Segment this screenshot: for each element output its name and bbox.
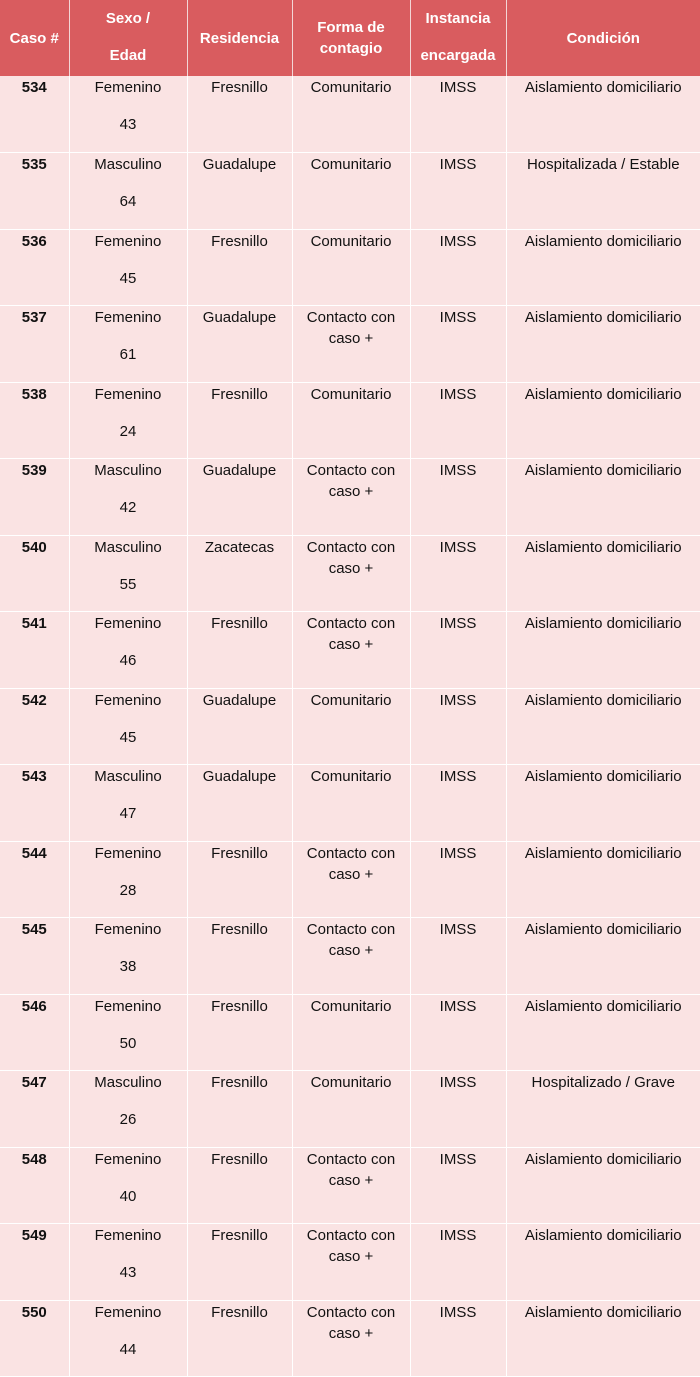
cell-condicion-text: Aislamiento domiciliario [524, 691, 682, 709]
cell-instancia [410, 229, 506, 306]
cell-condicion-text: Aislamiento domiciliario [524, 997, 682, 1015]
header-instancia [410, 0, 506, 76]
cell-caso: 543 [0, 765, 69, 842]
cell-edad: 50 [119, 1034, 137, 1052]
cell-instancia [410, 841, 506, 918]
cell-condicion [506, 382, 700, 459]
cell-forma-contagio [292, 306, 410, 383]
cell-sexo-edad [69, 76, 187, 153]
cell-instancia-text: IMSS [439, 1150, 477, 1168]
table-row [0, 535, 700, 612]
cell-condicion-text: Aislamiento domiciliario [524, 385, 682, 403]
cell-residencia [187, 306, 292, 383]
cell-condicion-text: Aislamiento domiciliario [524, 921, 682, 938]
cell-sexo: Femenino [94, 691, 162, 709]
cell-condicion [506, 153, 700, 230]
cell-caso: 549 [0, 1224, 69, 1301]
cell-instancia [410, 382, 506, 459]
header-condicion: Condición [506, 0, 700, 76]
cell-sexo-edad [69, 535, 187, 612]
table-row [0, 994, 700, 1071]
cell-forma-contagio [292, 918, 410, 995]
cell-residencia-text: Guadalupe [202, 156, 277, 173]
cell-forma-text: Comunitario [310, 232, 392, 250]
cell-condicion-text: Aislamiento domiciliario [524, 1303, 682, 1321]
cell-sexo: Femenino [94, 997, 162, 1015]
cell-residencia-text: Fresnillo [211, 232, 268, 250]
cell-condicion-text: Hospitalizada / Estable [526, 156, 680, 173]
cell-forma-text: Contacto con caso + [306, 1303, 396, 1342]
cell-sexo-edad [69, 1224, 187, 1301]
table-row [0, 382, 700, 459]
cell-instancia-text: IMSS [439, 691, 477, 709]
cell-forma-text: Contacto con caso + [306, 538, 396, 577]
cell-forma-text: Comunitario [310, 691, 392, 709]
cell-caso: 545 [0, 918, 69, 995]
cell-forma-text: Comunitario [310, 997, 392, 1015]
header-caso: Caso # [0, 0, 69, 76]
table-row [0, 918, 700, 995]
table-row [0, 1300, 700, 1377]
cell-instancia-text: IMSS [439, 232, 477, 250]
cell-instancia [410, 1224, 506, 1301]
table-row [0, 1147, 700, 1224]
cell-instancia [410, 1071, 506, 1148]
cell-residencia-text: Zacatecas [204, 538, 275, 556]
cell-residencia [187, 229, 292, 306]
cell-residencia [187, 459, 292, 536]
cell-condicion [506, 459, 700, 536]
cell-edad: 28 [119, 881, 137, 899]
cell-instancia-text: IMSS [439, 1227, 477, 1244]
cell-caso: 548 [0, 1147, 69, 1224]
cell-sexo-edad [69, 918, 187, 995]
cell-condicion [506, 612, 700, 689]
cell-condicion-text: Hospitalizado / Grave [531, 1074, 675, 1091]
header-instancia-line1: Instancia [425, 10, 491, 27]
cell-sexo-edad [69, 306, 187, 383]
cell-forma-text: Contacto con caso + [306, 462, 396, 500]
cell-instancia-text: IMSS [439, 79, 477, 96]
cell-caso: 546 [0, 994, 69, 1071]
table-row [0, 1071, 700, 1148]
cell-forma-contagio [292, 382, 410, 459]
table-header [0, 0, 700, 76]
cell-edad: 46 [119, 652, 137, 669]
cell-residencia-text: Fresnillo [211, 844, 268, 862]
cell-sexo: Masculino [94, 1074, 162, 1091]
cell-condicion-text: Aislamiento domiciliario [524, 844, 682, 862]
cell-residencia-text: Guadalupe [202, 462, 277, 479]
cell-sexo: Femenino [94, 309, 162, 326]
cell-sexo-edad [69, 229, 187, 306]
cell-sexo: Femenino [94, 79, 162, 96]
cell-instancia-text: IMSS [439, 462, 477, 479]
cell-edad: 42 [119, 499, 137, 516]
cell-forma-text: Contacto con caso + [306, 309, 396, 347]
cell-edad: 26 [119, 1111, 137, 1128]
cell-instancia [410, 535, 506, 612]
cell-edad: 43 [119, 116, 137, 133]
cell-instancia-text: IMSS [439, 1074, 477, 1091]
cell-residencia [187, 688, 292, 765]
cell-instancia-text: IMSS [439, 538, 477, 556]
cell-instancia [410, 612, 506, 689]
cell-condicion [506, 688, 700, 765]
cell-instancia [410, 918, 506, 995]
cell-forma-contagio [292, 229, 410, 306]
cell-forma-text: Comunitario [310, 768, 392, 785]
cell-forma-contagio [292, 612, 410, 689]
cell-sexo: Femenino [94, 1150, 162, 1168]
cell-condicion [506, 306, 700, 383]
cell-residencia [187, 1300, 292, 1377]
cell-caso: 535 [0, 153, 69, 230]
cell-forma-text: Comunitario [310, 385, 392, 403]
header-residencia: Residencia [187, 0, 292, 76]
cell-residencia [187, 841, 292, 918]
cell-condicion [506, 1071, 700, 1148]
cell-instancia [410, 153, 506, 230]
cell-forma-text: Comunitario [310, 79, 392, 96]
cell-sexo: Femenino [94, 844, 162, 862]
cell-edad: 40 [119, 1187, 137, 1205]
cell-sexo-edad [69, 688, 187, 765]
table-row [0, 765, 700, 842]
cell-condicion-text: Aislamiento domiciliario [524, 615, 682, 632]
cell-instancia-text: IMSS [439, 997, 477, 1015]
cell-edad: 64 [119, 193, 137, 210]
cell-residencia-text: Fresnillo [211, 1303, 268, 1321]
cell-edad: 55 [119, 575, 137, 593]
cell-condicion [506, 535, 700, 612]
cell-sexo: Femenino [94, 921, 162, 938]
cell-instancia [410, 76, 506, 153]
cell-sexo: Femenino [94, 1227, 162, 1244]
cell-residencia-text: Fresnillo [211, 79, 268, 96]
cell-sexo: Masculino [94, 768, 162, 785]
cell-residencia-text: Fresnillo [211, 385, 268, 403]
cell-sexo-edad [69, 1071, 187, 1148]
cell-forma-text: Contacto con caso + [306, 1150, 396, 1189]
table-row [0, 306, 700, 383]
cell-sexo-edad [69, 841, 187, 918]
header-forma-line2: contagio [319, 40, 383, 57]
cell-sexo: Masculino [94, 538, 162, 556]
cell-residencia-text: Fresnillo [211, 997, 268, 1015]
cell-sexo: Masculino [94, 462, 162, 479]
cell-forma-text: Comunitario [310, 1074, 392, 1091]
cell-residencia-text: Fresnillo [211, 615, 268, 632]
cell-forma-contagio [292, 765, 410, 842]
cell-caso: 550 [0, 1300, 69, 1377]
cell-caso: 534 [0, 76, 69, 153]
cell-forma-contagio [292, 1300, 410, 1377]
cell-forma-contagio [292, 535, 410, 612]
cell-edad: 47 [119, 805, 137, 822]
table-row [0, 1224, 700, 1301]
cell-forma-contagio [292, 841, 410, 918]
cell-caso: 541 [0, 612, 69, 689]
cell-forma-contagio [292, 153, 410, 230]
cell-sexo-edad [69, 765, 187, 842]
cell-instancia-text: IMSS [439, 615, 477, 632]
header-row [0, 0, 700, 76]
table-row [0, 841, 700, 918]
cell-residencia-text: Fresnillo [211, 1227, 268, 1244]
table-row [0, 688, 700, 765]
table-row [0, 612, 700, 689]
header-forma-contagio [292, 0, 410, 76]
header-sexo-edad-line2: Edad [109, 47, 147, 64]
cell-instancia-text: IMSS [439, 309, 477, 326]
cell-residencia [187, 765, 292, 842]
cell-forma-contagio [292, 76, 410, 153]
cell-instancia-text: IMSS [439, 768, 477, 785]
cell-residencia [187, 1071, 292, 1148]
header-sexo-edad-line1: Sexo / [105, 10, 151, 27]
cell-forma-contagio [292, 994, 410, 1071]
cell-caso: 537 [0, 306, 69, 383]
cell-instancia-text: IMSS [439, 156, 477, 173]
cell-edad: 44 [119, 1340, 137, 1358]
cell-condicion-text: Aislamiento domiciliario [524, 768, 682, 785]
cell-forma-text: Contacto con caso + [306, 615, 396, 653]
cell-sexo-edad [69, 1300, 187, 1377]
header-forma-line1: Forma de [317, 19, 385, 36]
cell-condicion-text: Aislamiento domiciliario [524, 462, 682, 479]
cell-forma-contagio [292, 1071, 410, 1148]
cell-forma-contagio [292, 1147, 410, 1224]
cell-condicion [506, 765, 700, 842]
cell-residencia [187, 153, 292, 230]
cell-sexo: Femenino [94, 232, 162, 250]
cell-edad: 38 [119, 958, 137, 975]
cell-residencia [187, 1224, 292, 1301]
cell-condicion [506, 1224, 700, 1301]
cell-instancia [410, 459, 506, 536]
cell-sexo: Femenino [94, 1303, 162, 1321]
cell-instancia [410, 688, 506, 765]
cell-sexo: Masculino [94, 156, 162, 173]
cell-forma-contagio [292, 459, 410, 536]
table-row [0, 459, 700, 536]
cell-edad: 43 [119, 1264, 137, 1281]
cell-forma-text: Contacto con caso + [306, 844, 396, 883]
cell-sexo-edad [69, 612, 187, 689]
cell-residencia [187, 1147, 292, 1224]
cell-condicion-text: Aislamiento domiciliario [524, 1227, 682, 1244]
cell-edad: 45 [119, 269, 137, 287]
cell-instancia [410, 306, 506, 383]
cell-condicion [506, 1147, 700, 1224]
cell-residencia-text: Fresnillo [211, 921, 268, 938]
cell-condicion-text: Aislamiento domiciliario [524, 309, 682, 326]
table-row [0, 153, 700, 230]
cell-residencia-text: Guadalupe [202, 691, 277, 709]
cell-condicion-text: Aislamiento domiciliario [524, 538, 682, 556]
cell-sexo-edad [69, 153, 187, 230]
table-row [0, 76, 700, 153]
cell-forma-text: Contacto con caso + [306, 921, 396, 959]
table-row [0, 229, 700, 306]
cell-forma-contagio [292, 688, 410, 765]
cell-residencia [187, 535, 292, 612]
cell-edad: 61 [119, 346, 137, 363]
cell-condicion [506, 1300, 700, 1377]
cell-condicion [506, 841, 700, 918]
header-instancia-line2: encargada [420, 47, 496, 64]
cell-caso: 542 [0, 688, 69, 765]
cell-instancia-text: IMSS [439, 1303, 477, 1321]
cell-condicion-text: Aislamiento domiciliario [524, 1150, 682, 1168]
cell-condicion [506, 229, 700, 306]
cell-forma-text: Contacto con caso + [306, 1227, 396, 1265]
cell-sexo-edad [69, 459, 187, 536]
cell-condicion-text: Aislamiento domiciliario [524, 232, 682, 250]
cell-condicion-text: Aislamiento domiciliario [524, 79, 682, 96]
cell-residencia-text: Guadalupe [202, 309, 277, 326]
cell-residencia [187, 76, 292, 153]
cell-sexo-edad [69, 994, 187, 1071]
cell-instancia-text: IMSS [439, 844, 477, 862]
cell-instancia-text: IMSS [439, 385, 477, 403]
cell-caso: 536 [0, 229, 69, 306]
cell-sexo-edad [69, 382, 187, 459]
cell-condicion [506, 994, 700, 1071]
cell-instancia [410, 765, 506, 842]
cell-caso: 538 [0, 382, 69, 459]
cell-caso: 547 [0, 1071, 69, 1148]
cell-condicion [506, 76, 700, 153]
cell-forma-contagio [292, 1224, 410, 1301]
cell-edad: 24 [119, 422, 137, 440]
cell-caso: 540 [0, 535, 69, 612]
cell-sexo: Femenino [94, 615, 162, 632]
cell-residencia-text: Fresnillo [211, 1150, 268, 1168]
cell-sexo: Femenino [94, 385, 162, 403]
cell-residencia [187, 918, 292, 995]
cell-residencia-text: Guadalupe [202, 768, 277, 785]
cell-forma-text: Comunitario [310, 156, 392, 173]
table-body [0, 76, 700, 1377]
cell-condicion [506, 918, 700, 995]
cell-instancia [410, 1300, 506, 1377]
cell-residencia [187, 382, 292, 459]
cell-instancia-text: IMSS [439, 921, 477, 938]
cell-instancia [410, 1147, 506, 1224]
cell-caso: 539 [0, 459, 69, 536]
cell-instancia [410, 994, 506, 1071]
cell-residencia-text: Fresnillo [211, 1074, 268, 1091]
cell-residencia [187, 612, 292, 689]
cell-residencia [187, 994, 292, 1071]
header-sexo-edad [69, 0, 187, 76]
cell-caso: 544 [0, 841, 69, 918]
cell-edad: 45 [119, 728, 137, 746]
cell-sexo-edad [69, 1147, 187, 1224]
